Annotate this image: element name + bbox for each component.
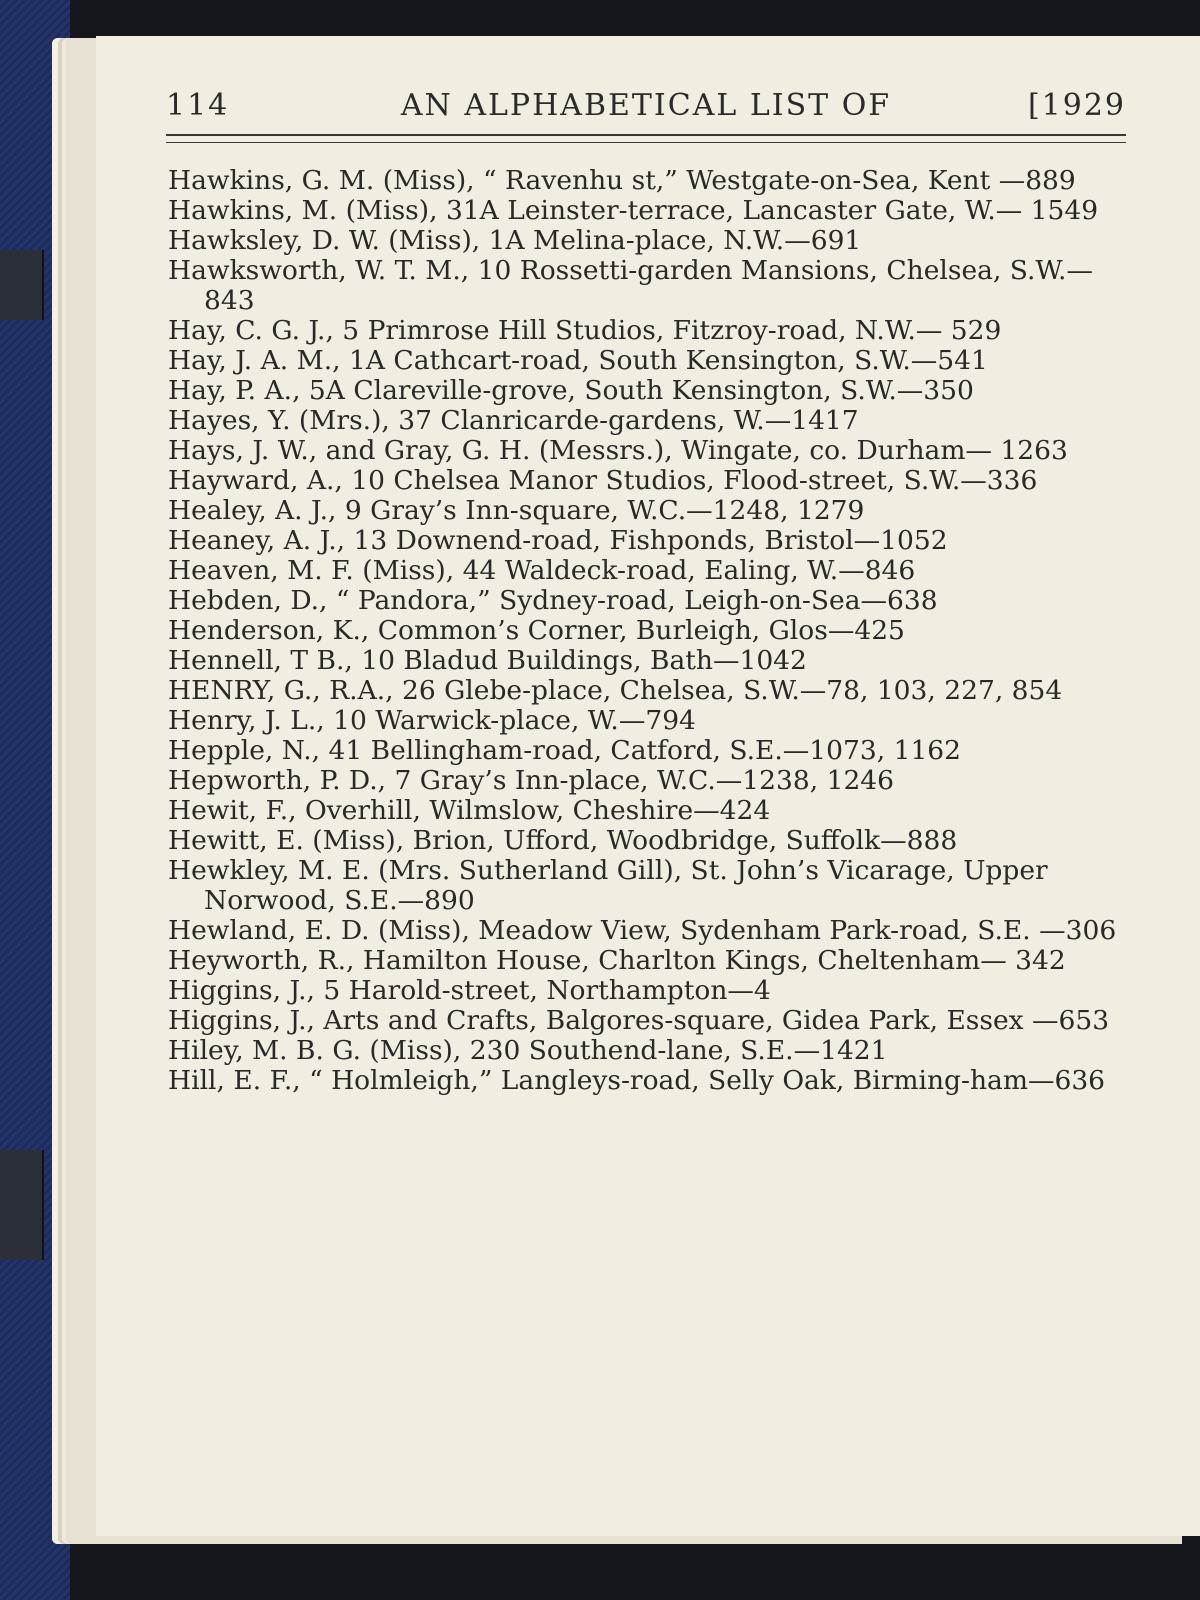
year-label: [1929 [1027,88,1126,123]
list-entry: Hayward, A., 10 Chelsea Manor Studios, Flood-street, S.W.—336 [168,465,1038,496]
entry-list [168,166,1128,1096]
list-entry: Hennell, T B., 10 Bladud Buildings, Bath—1042 [168,645,807,676]
list-entry: Hawksley, D. W. (Miss), 1A Melina-place, N.W.—691 [168,225,862,256]
list-entry: Hewit, F., Overhill, Wilmslow, Cheshire—424 [168,795,771,826]
running-header [166,88,1126,132]
header-rule [166,134,1126,143]
list-entry: Hepple, N., 41 Bellingham-road, Catford, S.E.—1073, 1162 [168,735,962,766]
list-entry: Hawkins, M. (Miss), 31A Leinster-terrace, Lancaster Gate, W.— 1549 [168,195,1099,226]
page-title: AN ALPHABETICAL LIST OF [400,88,892,123]
list-entry: Hepworth, P. D., 7 Gray’s Inn-place, W.C.—1238, 1246 [168,765,895,796]
binding-clasp [0,1150,44,1260]
list-entry: Hebden, D., “ Pandora,” Sydney-road, Leigh-on-Sea—638 [168,585,938,616]
list-entry: Hayes, Y. (Mrs.), 37 Clanricarde-gardens, W.—1417 [168,405,859,436]
list-entry: Higgins, J., 5 Harold-street, Northampton—4 [168,975,771,1006]
binding-clasp [0,250,44,320]
list-entry: Hay, P. A., 5A Clareville-grove, South Kensington, S.W.—350 [168,375,974,406]
list-entry: Hewitt, E. (Miss), Brion, Ufford, Woodbridge, Suffolk—888 [168,825,958,856]
list-entry: Heaney, A. J., 13 Downend-road, Fishponds, Bristol—1052 [168,525,948,556]
list-entry: Healey, A. J., 9 Gray’s Inn-square, W.C.—1248, 1279 [168,495,865,526]
list-entry: Hays, J. W., and Gray, G. H. (Messrs.), Wingate, co. Durham— 1263 [168,435,1068,466]
list-entry: HENRY, G., R.A., 26 Glebe-place, Chelsea, S.W.—78, 103, 227, 854 [168,675,1063,706]
list-entry: Hawkins, G. M. (Miss), “ Ravenhu st,” Westgate-on-Sea, Kent —889 [168,165,1076,196]
list-entry: Hay, J. A. M., 1A Cathcart-road, South Kensington, S.W.—541 [168,345,988,376]
book-page [96,36,1200,1536]
list-entry: Hiley, M. B. G. (Miss), 230 Southend-lane, S.E.—1421 [168,1035,888,1066]
list-entry: Heaven, M. F. (Miss), 44 Waldeck-road, Ealing, W.—846 [168,555,916,586]
list-entry: Henry, J. L., 10 Warwick-place, W.—794 [168,705,696,736]
list-entry: Henderson, K., Common’s Corner, Burleigh, Glos—425 [168,615,905,646]
list-entry: Hewland, E. D. (Miss), Meadow View, Sydenham Park-road, S.E. —306 [168,915,1117,946]
list-entry: Hay, C. G. J., 5 Primrose Hill Studios, Fitzroy-road, N.W.— 529 [168,315,1002,346]
list-entry: Heyworth, R., Hamilton House, Charlton Kings, Cheltenham— 342 [168,945,1066,976]
list-entry: Hewkley, M. E. (Mrs. Sutherland Gill), St. John’s Vicarage, Upper Norwood, S.E.—890 [168,855,1048,916]
list-entry: Higgins, J., Arts and Crafts, Balgores-square, Gidea Park, Essex —653 [168,1005,1110,1036]
list-entry: Hill, E. F., “ Holmleigh,” Langleys-road, Selly Oak, Birming-ham—636 [168,1065,1106,1096]
page-number: 114 [166,88,230,123]
list-entry: Hawksworth, W. T. M., 10 Rossetti-garden Mansions, Chelsea, S.W.—843 [168,255,1093,316]
